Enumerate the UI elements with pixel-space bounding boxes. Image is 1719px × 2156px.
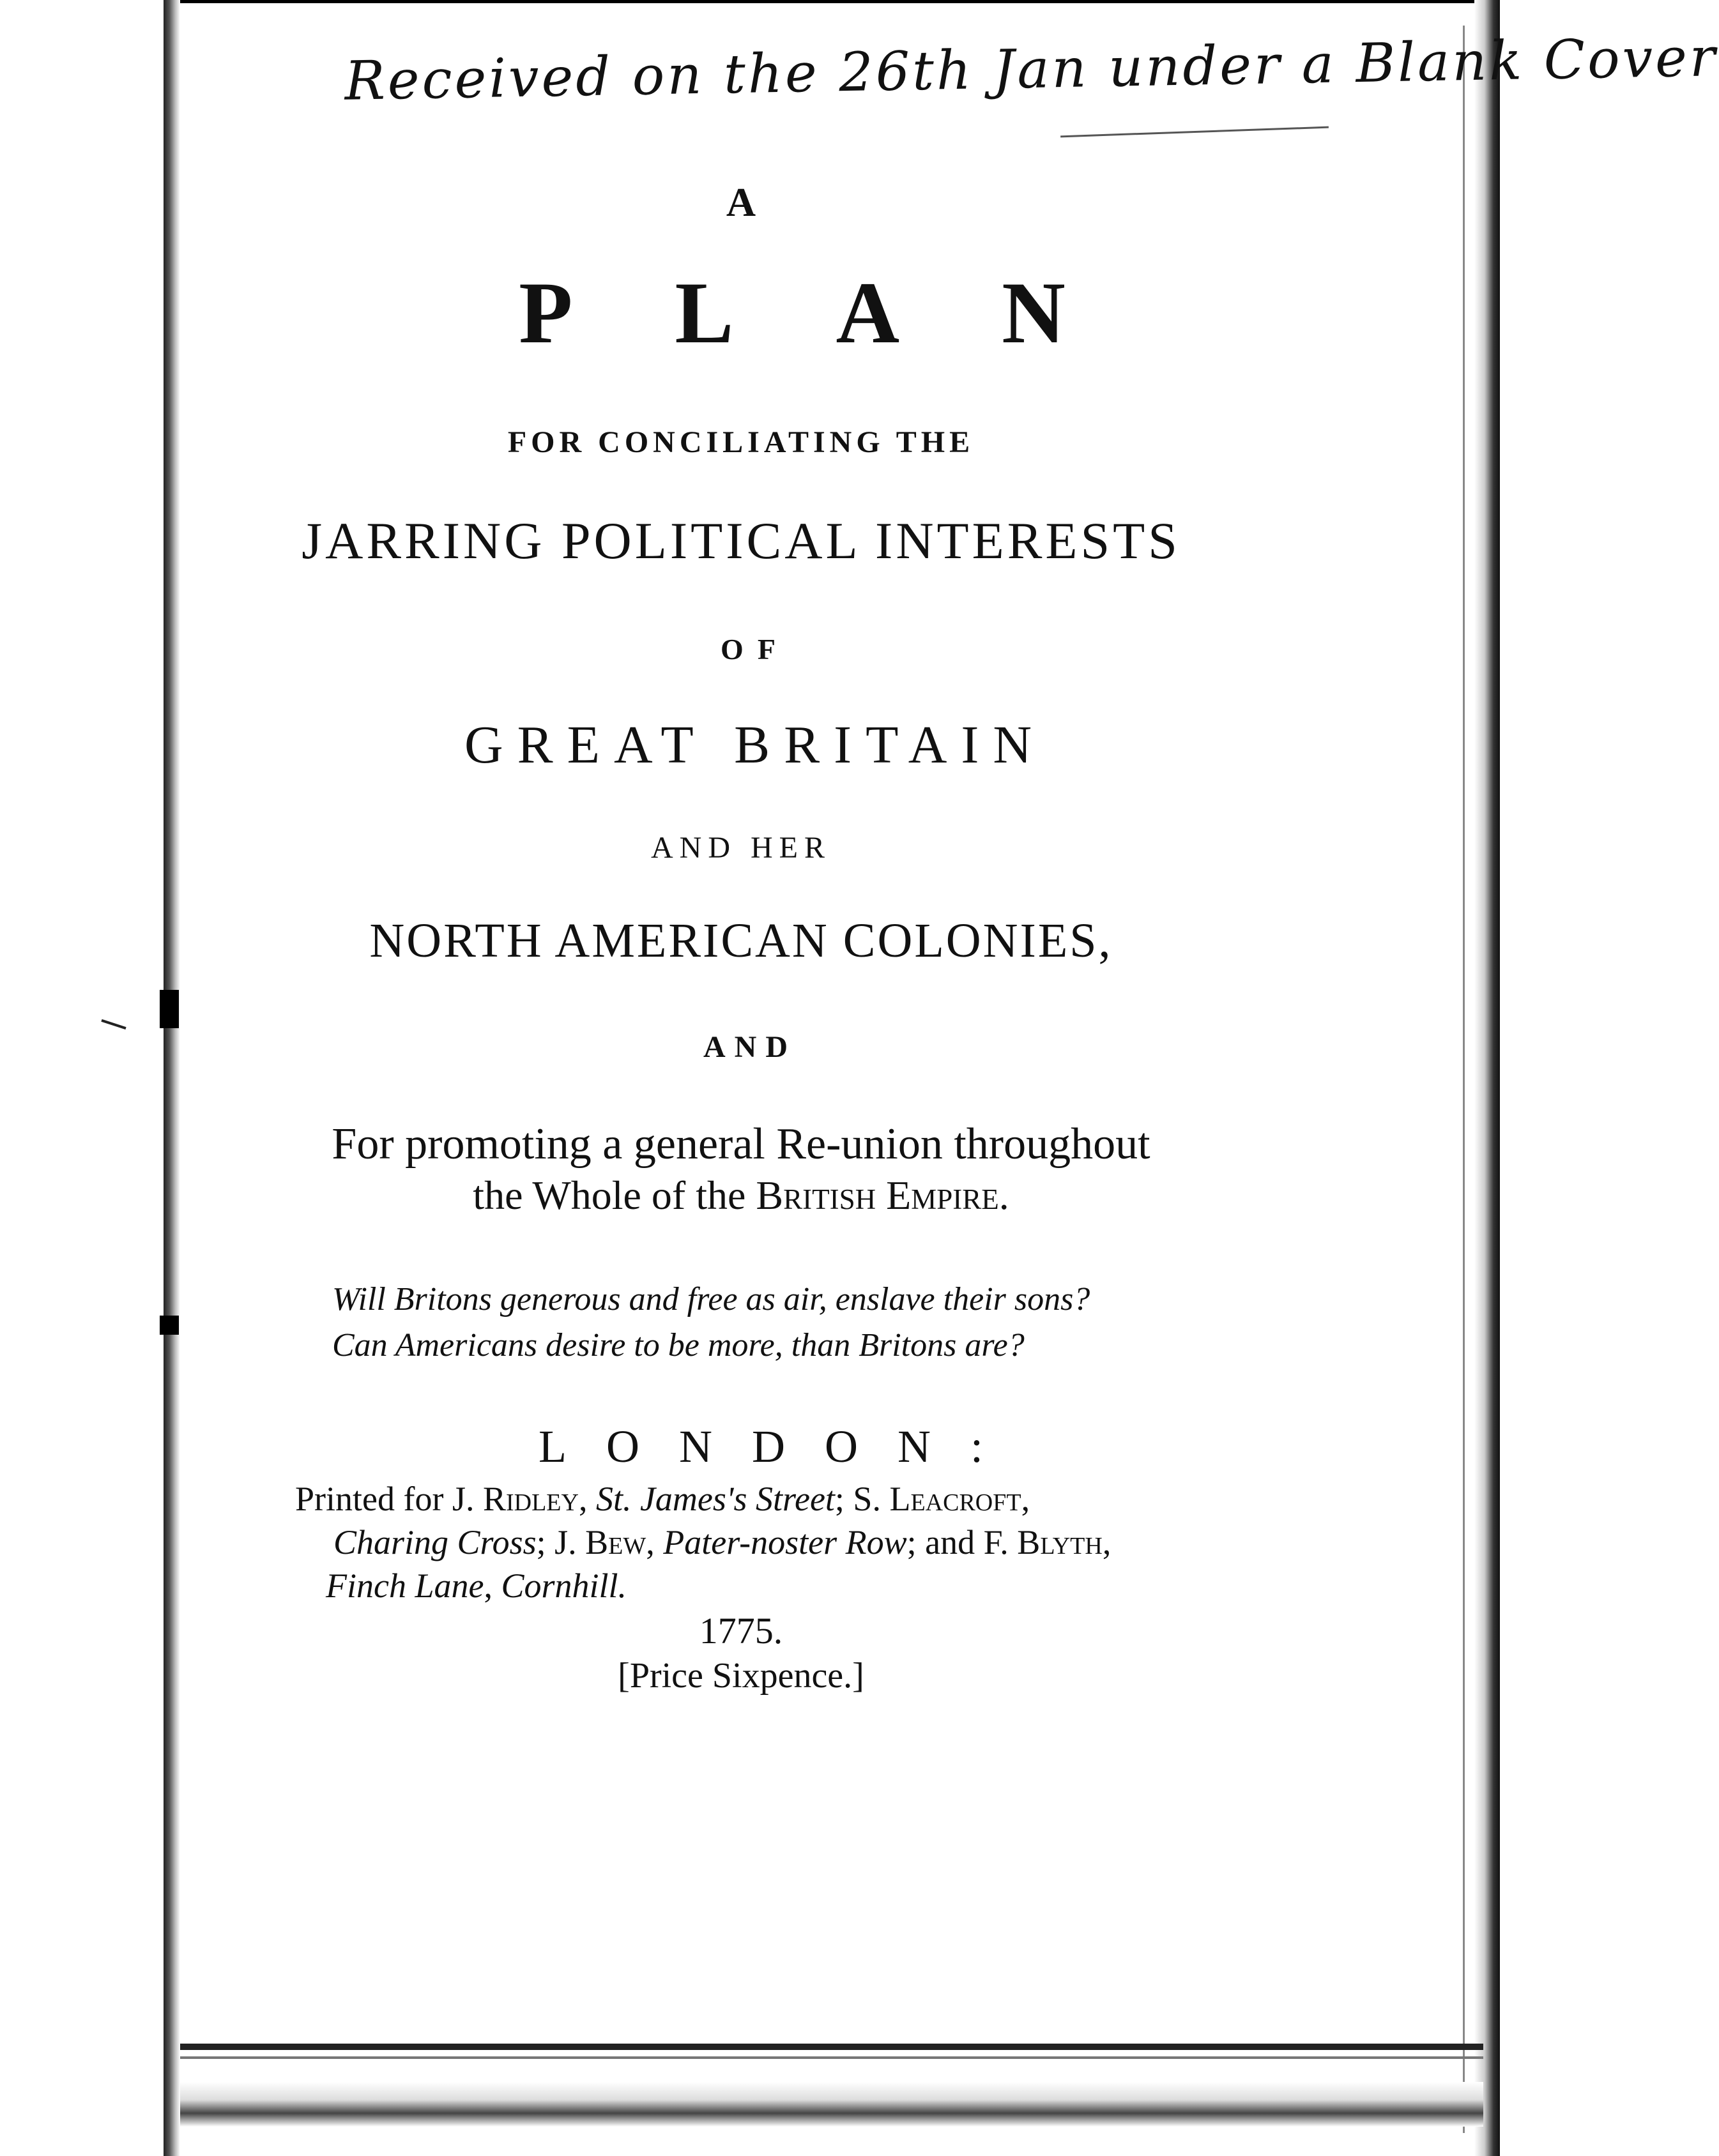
subtitle-line-8: For promoting a general Re-union throughout: [332, 1120, 1150, 1169]
page-bottom-edge: [180, 2044, 1483, 2050]
handwritten-annotation: Received on the 26th Jan under a Blank Cover: [344, 26, 1718, 112]
subtitle-line-6: NORTH AMERICAN COLONIES,: [369, 914, 1113, 968]
subtitle-line-9: [275, 1172, 1207, 1219]
subtitle-line-5: AND HER: [651, 831, 831, 865]
subtitle-line-3: OF: [721, 633, 790, 665]
page-top-edge: [180, 0, 1483, 3]
printer-ridley: Ridley: [482, 1480, 579, 1518]
imprint-text: ,: [484, 1567, 501, 1605]
printer-bew: Bew: [585, 1523, 646, 1561]
imprint-text: ,: [1021, 1480, 1030, 1518]
imprint-text: ,: [578, 1480, 596, 1518]
imprint-address: Charing Cross: [333, 1523, 537, 1561]
page-bottom-edge-line: [180, 2056, 1483, 2059]
imprint-text: ; and F.: [906, 1523, 1018, 1561]
imprint-address: Finch Lane: [326, 1567, 484, 1605]
facing-page-fragment: [0, 0, 167, 2156]
publication-year: 1775.: [699, 1610, 783, 1651]
subtitle-line-9-empire: British Empire.: [756, 1173, 1009, 1218]
imprint-text: ; J.: [536, 1523, 586, 1561]
imprint-address: St. James's Street: [595, 1480, 835, 1518]
epigraph-line-1: Will Britons generous and free as air, enslave their sons?: [332, 1281, 1090, 1317]
imprint-text: Printed for J.: [295, 1480, 483, 1518]
imprint-text: ,: [646, 1523, 664, 1561]
imprint-text: ; S.: [834, 1480, 890, 1518]
spine-binding-mark: [160, 990, 179, 1028]
imprint-line-2: [295, 1522, 1228, 1562]
book-spine: [164, 0, 180, 2156]
imprint-line-1: [295, 1479, 1189, 1519]
price: [Price Sixpence.]: [618, 1656, 864, 1696]
page-crease: [1463, 26, 1465, 2133]
subtitle-line-7: AND: [703, 1030, 797, 1064]
imprint-address: Pater-noster Row: [663, 1523, 907, 1561]
page-bottom-shadow: [180, 2082, 1483, 2127]
subtitle-line-1: FOR CONCILIATING THE: [507, 425, 975, 459]
imprint-line-3: [295, 1566, 1220, 1606]
spine-binding-mark: [160, 1316, 179, 1335]
title-article: A: [726, 179, 756, 225]
epigraph-line-2: Can Americans desire to be more, than Britons are?: [332, 1327, 1025, 1363]
imprint-address: Cornhill.: [501, 1567, 627, 1605]
imprint-city: LONDON:: [539, 1421, 1023, 1472]
printer-blyth: Blyth: [1017, 1523, 1103, 1561]
subtitle-line-4: GREAT BRITAIN: [464, 715, 1046, 775]
main-title: PLAN: [519, 264, 1168, 361]
page-right-edge: [1474, 0, 1500, 2156]
subtitle-line-2: JARRING POLITICAL INTERESTS: [302, 512, 1180, 570]
subtitle-line-9-prefix: the Whole of the: [473, 1173, 746, 1218]
imprint-text: ,: [1102, 1523, 1112, 1561]
printer-leacroft: Leacroft: [889, 1480, 1021, 1518]
